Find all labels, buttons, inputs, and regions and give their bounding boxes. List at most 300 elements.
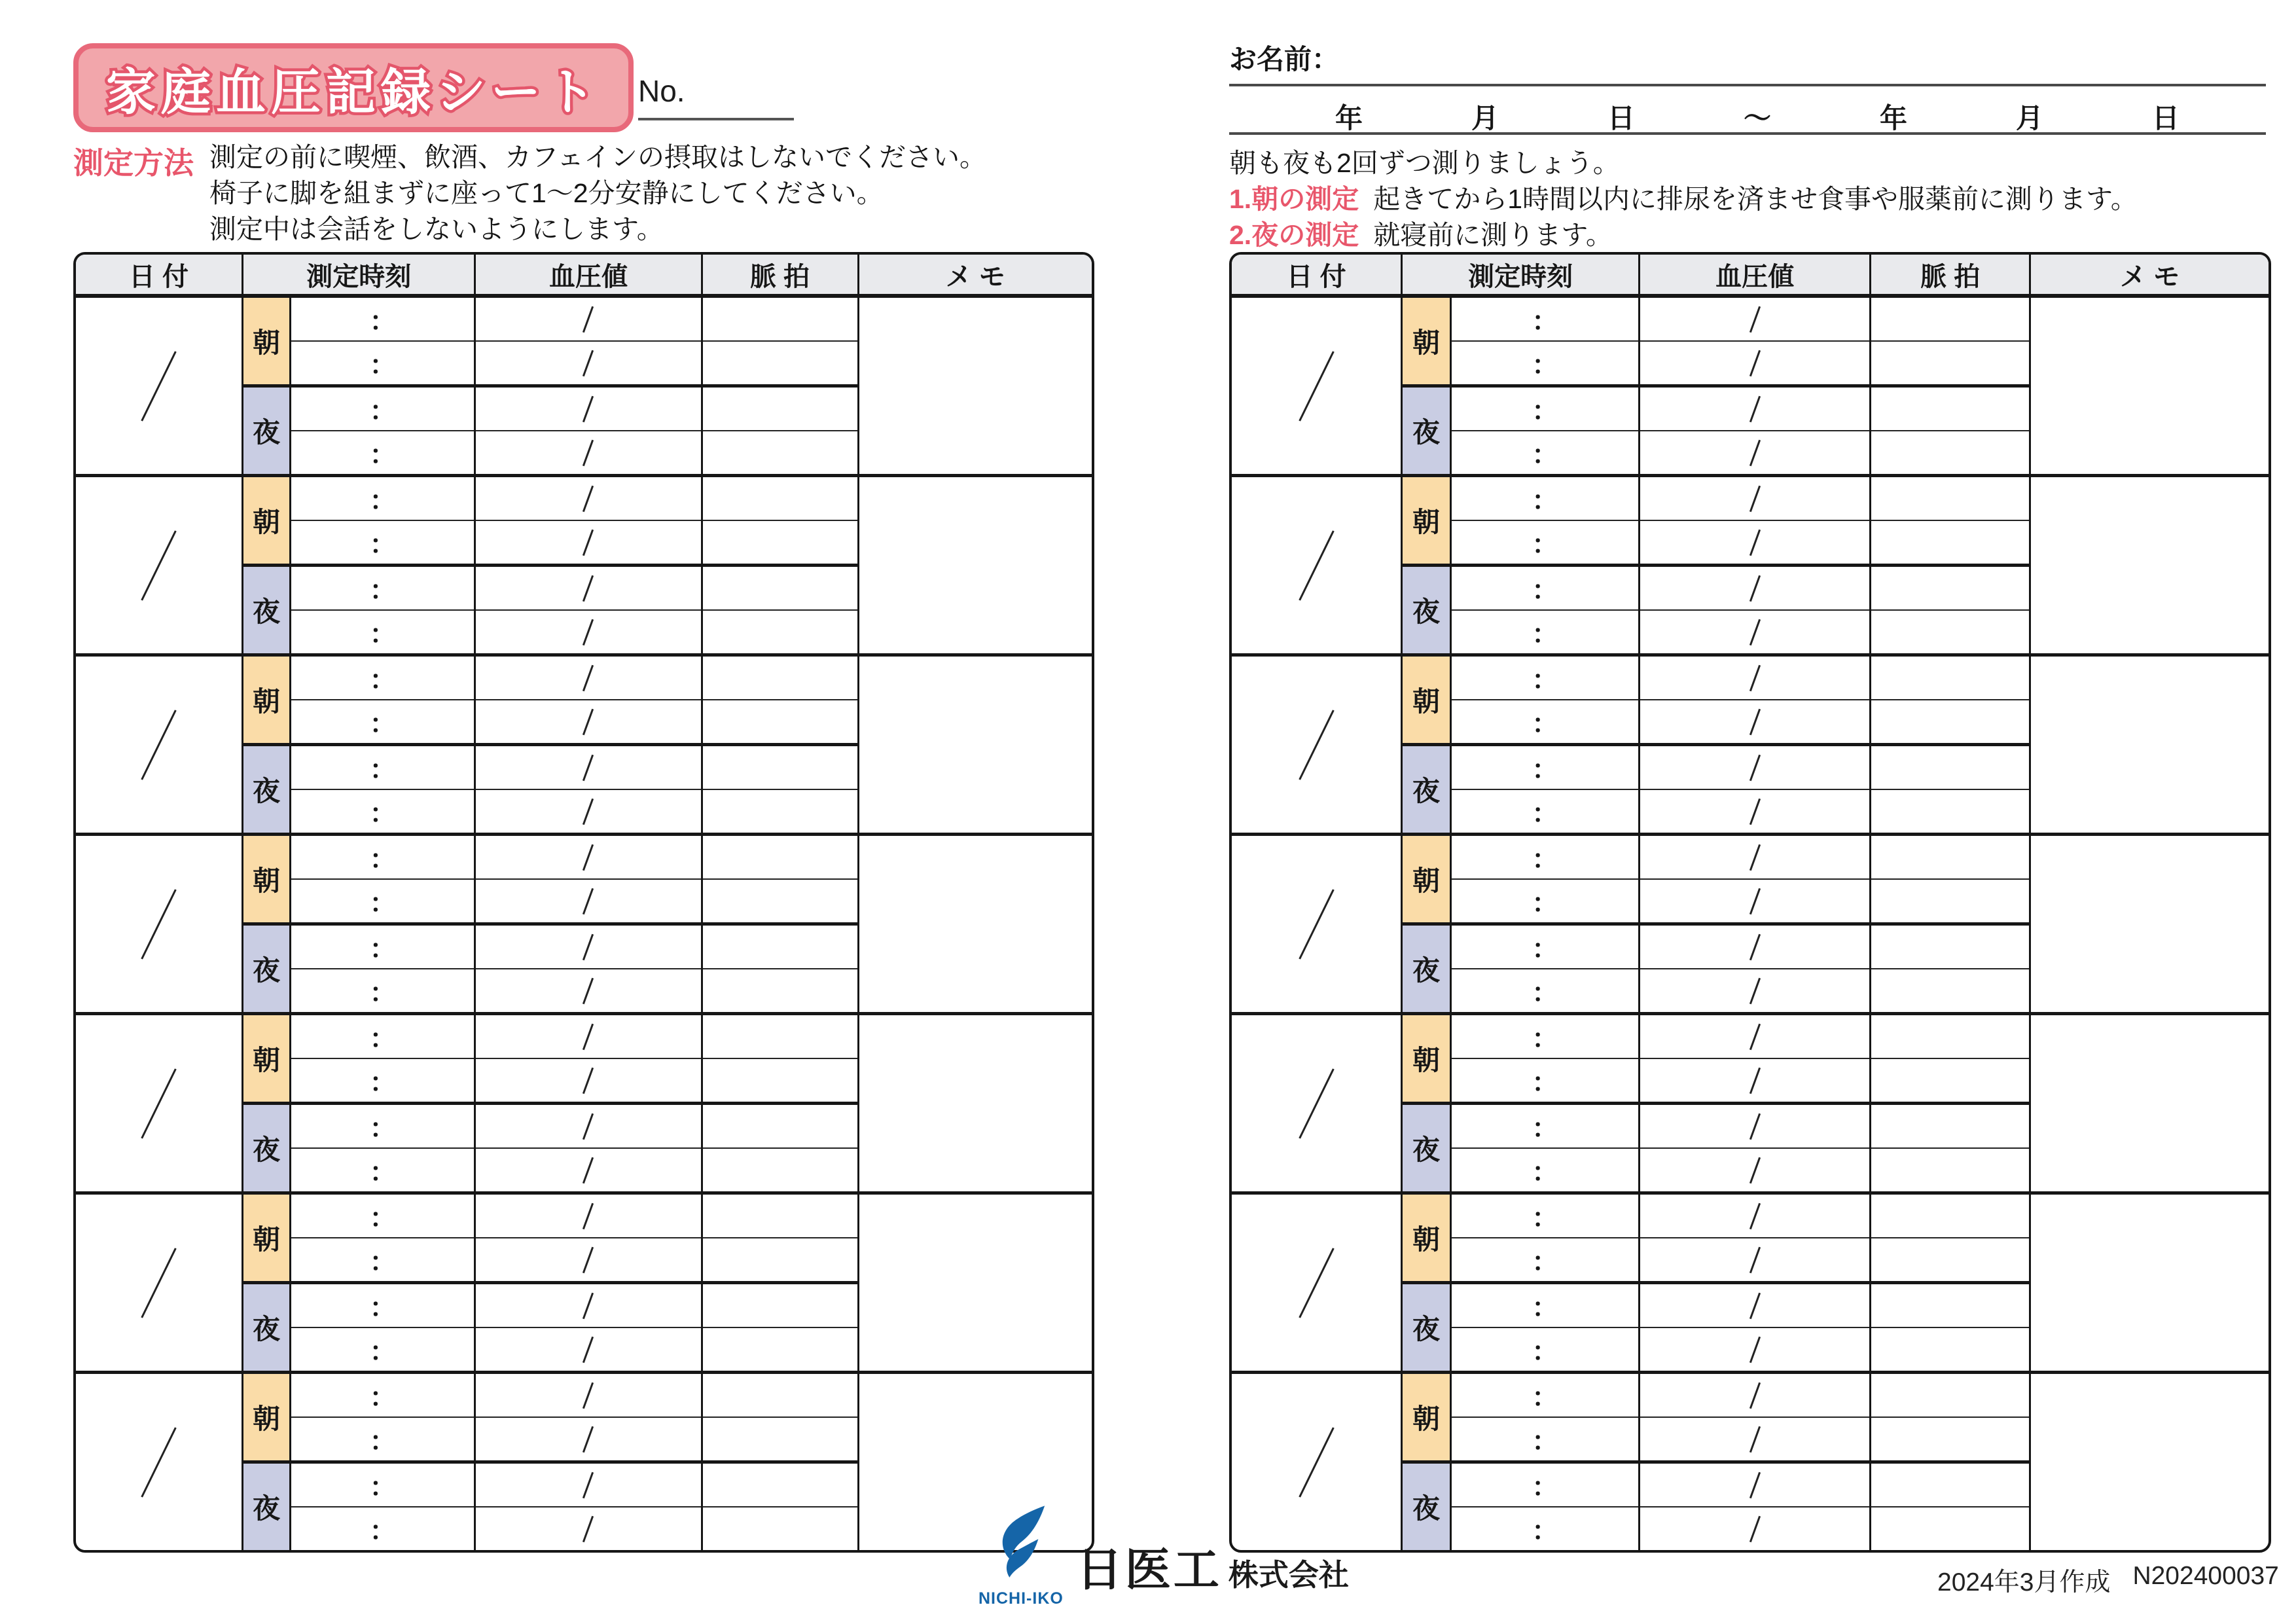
- date-slash-mark: [141, 1068, 176, 1138]
- bp-slash-mark: [583, 1382, 594, 1408]
- bp-slash-mark: [1749, 708, 1761, 734]
- bp-value-cell: [475, 1327, 702, 1373]
- date-slash-mark: [141, 889, 176, 959]
- bp-value-cell: [475, 700, 702, 745]
- date-cell: [76, 835, 243, 1014]
- bp-value-cell: [1639, 655, 1870, 700]
- bp-slash-mark: [583, 1515, 594, 1542]
- bp-slash-mark: [583, 619, 594, 645]
- pulse-cell: [702, 700, 858, 745]
- record-row: [1232, 1193, 2269, 1238]
- pulse-cell: [1871, 1148, 2030, 1193]
- time-cell: ：: [1450, 1058, 1639, 1104]
- bp-value-cell: [1639, 431, 1870, 476]
- bp-value-cell: [1639, 745, 1870, 790]
- bp-slash-mark: [1749, 619, 1761, 645]
- bp-slash-mark: [583, 1157, 594, 1183]
- pulse-cell: [702, 386, 858, 431]
- bp-slash-mark: [1749, 439, 1761, 465]
- time-cell: ：: [290, 386, 475, 431]
- memo-cell: [858, 655, 1092, 835]
- pulse-cell: [1871, 386, 2030, 431]
- time-cell: ：: [290, 835, 475, 880]
- evening-label-cell: 夜: [1402, 745, 1450, 835]
- bp-slash-mark: [1749, 844, 1761, 870]
- evening-label-cell: 夜: [243, 924, 291, 1014]
- bp-record-table-right: [1229, 252, 2271, 1553]
- time-cell: ：: [290, 566, 475, 611]
- date-slash-mark: [1299, 1248, 1334, 1318]
- bp-value-cell: [1639, 700, 1870, 745]
- bp-slash-mark: [1749, 1426, 1761, 1452]
- evening-label-cell: 夜: [243, 745, 291, 835]
- memo-cell: [2030, 835, 2269, 1014]
- bp-table-body: [76, 296, 1092, 1550]
- no-label: No.: [638, 74, 685, 108]
- date-cell: [1232, 296, 1402, 476]
- pulse-cell: [702, 610, 858, 655]
- bp-slash-mark: [583, 933, 594, 960]
- name-write-in-line: [1229, 84, 2266, 86]
- bp-slash-mark: [583, 395, 594, 422]
- pulse-cell: [702, 296, 858, 341]
- bp-value-cell: [475, 969, 702, 1014]
- time-cell: ：: [290, 789, 475, 835]
- pulse-cell: [1871, 969, 2030, 1014]
- pulse-cell: [1871, 476, 2030, 521]
- time-cell: ：: [1450, 789, 1639, 835]
- timing-item-evening-label: 2.夜の測定: [1229, 220, 1359, 250]
- pulse-cell: [1871, 610, 2030, 655]
- col-header-pulse: 脈 拍: [702, 255, 858, 296]
- bp-record-table-left: [73, 252, 1094, 1553]
- date-cell: [1232, 1193, 1402, 1373]
- pulse-cell: [1871, 1507, 2030, 1550]
- time-cell: ：: [1450, 520, 1639, 566]
- date-slash-mark: [141, 710, 176, 780]
- bp-value-cell: [1639, 924, 1870, 969]
- morning-label-cell: 朝: [1402, 655, 1450, 745]
- bp-slash-mark: [1749, 1113, 1761, 1139]
- time-cell: ：: [1450, 745, 1639, 790]
- date-slash-mark: [1299, 889, 1334, 959]
- evening-label-cell: 夜: [1402, 1104, 1450, 1193]
- bp-slash-mark: [583, 708, 594, 734]
- pulse-cell: [1871, 1373, 2030, 1418]
- time-cell: ：: [1450, 386, 1639, 431]
- bp-value-cell: [1639, 1327, 1870, 1373]
- bp-slash-mark: [583, 1426, 594, 1452]
- pulse-cell: [1871, 789, 2030, 835]
- bp-slash-mark: [1749, 1202, 1761, 1229]
- bp-value-cell: [1639, 1238, 1870, 1283]
- record-row: [1232, 1373, 2269, 1418]
- pulse-cell: [1871, 431, 2030, 476]
- bp-value-cell: [475, 1014, 702, 1059]
- bp-value-cell: [1639, 386, 1870, 431]
- bp-value-cell: [1639, 566, 1870, 611]
- date-slash-mark: [1299, 710, 1334, 780]
- pulse-cell: [702, 1014, 858, 1059]
- time-cell: ：: [1450, 1507, 1639, 1550]
- bp-slash-mark: [583, 1202, 594, 1229]
- time-cell: ：: [1450, 1148, 1639, 1193]
- bp-value-cell: [475, 431, 702, 476]
- pulse-cell: [702, 566, 858, 611]
- bp-value-cell: [1639, 969, 1870, 1014]
- pulse-cell: [1871, 700, 2030, 745]
- time-cell: ：: [290, 1104, 475, 1149]
- time-cell: ：: [290, 969, 475, 1014]
- company-name: [1077, 1533, 1349, 1599]
- memo-cell: [858, 476, 1092, 655]
- col-header-bp: 血圧値: [1639, 255, 1870, 296]
- no-write-in-field: [638, 73, 794, 120]
- pulse-cell: [1871, 1462, 2030, 1507]
- time-cell: ：: [290, 1462, 475, 1507]
- morning-label-cell: 朝: [243, 1014, 291, 1104]
- record-row: [76, 835, 1092, 880]
- time-cell: ：: [290, 520, 475, 566]
- pulse-cell: [702, 1283, 858, 1328]
- bp-slash-mark: [583, 798, 594, 824]
- pulse-cell: [702, 476, 858, 521]
- timing-item-morning: [1229, 181, 2138, 217]
- bp-slash-mark: [583, 1246, 594, 1272]
- pulse-cell: [1871, 1238, 2030, 1283]
- memo-cell: [858, 296, 1092, 476]
- morning-label-cell: 朝: [243, 296, 291, 386]
- bp-value-cell: [1639, 1193, 1870, 1238]
- bp-value-cell: [475, 1462, 702, 1507]
- date-range-day-end: 日: [2151, 103, 2179, 134]
- pulse-cell: [702, 1148, 858, 1193]
- time-cell: ：: [290, 431, 475, 476]
- pulse-cell: [702, 1104, 858, 1149]
- bp-slash-mark: [583, 1067, 594, 1093]
- time-cell: ：: [1450, 296, 1639, 341]
- bp-slash-mark: [1749, 933, 1761, 960]
- evening-label-cell: 夜: [1402, 1462, 1450, 1551]
- pulse-cell: [1871, 1058, 2030, 1104]
- bp-value-cell: [475, 1283, 702, 1328]
- bp-slash-mark: [583, 1113, 594, 1139]
- date-slash-mark: [1299, 530, 1334, 600]
- bp-value-cell: [1639, 1373, 1870, 1418]
- bp-value-cell: [1639, 1507, 1870, 1550]
- memo-cell: [2030, 1193, 2269, 1373]
- bp-table-body: [1232, 296, 2269, 1550]
- bp-slash-mark: [583, 439, 594, 465]
- bp-slash-mark: [583, 1292, 594, 1318]
- bp-slash-mark: [1749, 1292, 1761, 1318]
- time-cell: ：: [1450, 1238, 1639, 1283]
- bp-slash-mark: [583, 1023, 594, 1049]
- record-row: [76, 655, 1092, 700]
- company-name-suffix: 株式会社: [1228, 1558, 1349, 1592]
- col-header-time: 測定時刻: [1402, 255, 1640, 296]
- timing-intro: 朝も夜も2回ずつ測りましょう。: [1229, 148, 1620, 178]
- time-cell: ：: [290, 341, 475, 386]
- evening-label-cell: 夜: [1402, 386, 1450, 476]
- bp-slash-mark: [583, 844, 594, 870]
- bp-value-cell: [1639, 1014, 1870, 1059]
- bp-slash-mark: [1749, 1023, 1761, 1049]
- date-cell: [76, 1014, 243, 1193]
- bp-value-cell: [475, 1238, 702, 1283]
- pulse-cell: [702, 1058, 858, 1104]
- evening-label-cell: 夜: [1402, 566, 1450, 655]
- pulse-cell: [702, 1327, 858, 1373]
- pulse-cell: [1871, 520, 2030, 566]
- timing-item-morning-text: 起きてから1時間以内に排尿を済ませ食事や服薬前に測ります。: [1373, 184, 2138, 214]
- evening-label-cell: 夜: [243, 1462, 291, 1551]
- bp-slash-mark: [1749, 1382, 1761, 1408]
- morning-label-cell: 朝: [243, 655, 291, 745]
- time-cell: ：: [1450, 1193, 1639, 1238]
- method-instructions: [209, 139, 986, 247]
- record-row: [1232, 1014, 2269, 1059]
- date-cell: [76, 476, 243, 655]
- record-row: [76, 296, 1092, 341]
- record-row: [1232, 835, 2269, 880]
- bp-slash-mark: [1749, 977, 1761, 1003]
- memo-cell: [2030, 1373, 2269, 1551]
- bp-value-cell: [475, 879, 702, 924]
- time-cell: ：: [290, 476, 475, 521]
- method-line-3: 測定中は会話をしないようにします。: [209, 214, 664, 244]
- bp-value-cell: [1639, 476, 1870, 521]
- bp-value-cell: [475, 341, 702, 386]
- morning-label-cell: 朝: [1402, 1193, 1450, 1283]
- date-slash-mark: [141, 530, 176, 600]
- bp-value-cell: [1639, 1148, 1870, 1193]
- bp-slash-mark: [1749, 1515, 1761, 1542]
- bp-slash-mark: [1749, 754, 1761, 780]
- timing-item-evening-text: 就寝前に測ります。: [1373, 220, 1613, 250]
- date-slash-mark: [141, 351, 176, 421]
- col-header-pulse: 脈 拍: [1871, 255, 2030, 296]
- evening-label-cell: 夜: [1402, 1283, 1450, 1373]
- record-row: [76, 1193, 1092, 1238]
- evening-label-cell: 夜: [1402, 924, 1450, 1014]
- bp-slash-mark: [1749, 888, 1761, 914]
- time-cell: ：: [1450, 431, 1639, 476]
- bp-value-cell: [1639, 789, 1870, 835]
- bp-value-cell: [1639, 1417, 1870, 1462]
- bp-value-cell: [475, 1058, 702, 1104]
- date-slash-mark: [1299, 1068, 1334, 1138]
- bp-slash-mark: [583, 350, 594, 376]
- pulse-cell: [1871, 1193, 2030, 1238]
- bp-value-cell: [1639, 1462, 1870, 1507]
- company-name-jp: 日医工: [1076, 1544, 1222, 1595]
- bp-value-cell: [475, 476, 702, 521]
- bp-slash-mark: [583, 1336, 594, 1362]
- record-row: [76, 1373, 1092, 1418]
- pulse-cell: [702, 1238, 858, 1283]
- bp-value-cell: [475, 1148, 702, 1193]
- bp-slash-mark: [1749, 306, 1761, 332]
- date-range-year-end: 年: [1879, 103, 1907, 134]
- time-cell: ：: [1450, 969, 1639, 1014]
- measurement-method-section: [73, 139, 986, 247]
- morning-label-cell: 朝: [1402, 296, 1450, 386]
- bp-slash-mark: [583, 754, 594, 780]
- time-cell: ：: [1450, 476, 1639, 521]
- bp-table: [1232, 255, 2269, 1550]
- time-cell: ：: [1450, 1373, 1639, 1418]
- memo-cell: [2030, 1014, 2269, 1193]
- logo-mark: [978, 1504, 1064, 1608]
- time-cell: ：: [1450, 835, 1639, 880]
- time-cell: ：: [1450, 1417, 1639, 1462]
- bp-slash-mark: [1749, 1246, 1761, 1272]
- bp-value-cell: [1639, 1058, 1870, 1104]
- time-cell: ：: [290, 1148, 475, 1193]
- pulse-cell: [1871, 879, 2030, 924]
- time-cell: ：: [290, 1058, 475, 1104]
- pulse-cell: [702, 789, 858, 835]
- footer-created-date: 2024年3月作成: [1937, 1568, 2111, 1597]
- company-logo: [978, 1504, 1349, 1608]
- time-cell: ：: [1450, 924, 1639, 969]
- time-cell: ：: [1450, 1327, 1639, 1373]
- pulse-cell: [702, 341, 858, 386]
- bp-slash-mark: [583, 485, 594, 511]
- method-line-1: 測定の前に喫煙、飲酒、カフェインの摂取はしないでください。: [209, 142, 986, 172]
- time-cell: ：: [290, 1283, 475, 1328]
- time-cell: ：: [290, 1238, 475, 1283]
- bp-slash-mark: [1749, 798, 1761, 824]
- memo-cell: [2030, 476, 2269, 655]
- pulse-cell: [702, 1193, 858, 1238]
- title-badge: [73, 43, 634, 132]
- pulse-cell: [1871, 835, 2030, 880]
- date-range-month-end: 月: [2015, 103, 2043, 134]
- bp-slash-mark: [1749, 1067, 1761, 1093]
- time-cell: ：: [290, 924, 475, 969]
- date-cell: [1232, 476, 1402, 655]
- pulse-cell: [702, 1417, 858, 1462]
- time-cell: ：: [290, 700, 475, 745]
- time-cell: ：: [1450, 700, 1639, 745]
- pulse-cell: [1871, 1327, 2030, 1373]
- date-cell: [76, 1373, 243, 1551]
- date-range-tilde: ～: [1743, 103, 1771, 134]
- table-header-row: [1232, 255, 2269, 296]
- pulse-cell: [702, 924, 858, 969]
- bp-value-cell: [475, 1373, 702, 1418]
- bp-slash-mark: [1749, 485, 1761, 511]
- morning-label-cell: 朝: [243, 1373, 291, 1462]
- bp-value-cell: [475, 1507, 702, 1550]
- pulse-cell: [1871, 924, 2030, 969]
- morning-label-cell: 朝: [1402, 835, 1450, 924]
- time-cell: ：: [290, 655, 475, 700]
- memo-cell: [858, 835, 1092, 1014]
- time-cell: ：: [290, 1327, 475, 1373]
- pulse-cell: [1871, 745, 2030, 790]
- bp-value-cell: [475, 520, 702, 566]
- evening-label-cell: 夜: [243, 566, 291, 655]
- date-slash-mark: [1299, 1427, 1334, 1497]
- date-range-day-start: 日: [1607, 103, 1635, 134]
- date-cell: [1232, 835, 1402, 1014]
- morning-label-cell: 朝: [1402, 1014, 1450, 1104]
- memo-cell: [858, 1014, 1092, 1193]
- time-cell: ：: [1450, 879, 1639, 924]
- footer-document-code: N202400037: [2132, 1562, 2279, 1590]
- bp-value-cell: [1639, 879, 1870, 924]
- evening-label-cell: 夜: [243, 386, 291, 476]
- bp-slash-mark: [583, 977, 594, 1003]
- bp-value-cell: [1639, 296, 1870, 341]
- method-label: 測定方法: [73, 146, 194, 180]
- bp-value-cell: [1639, 341, 1870, 386]
- time-cell: ：: [290, 879, 475, 924]
- pulse-cell: [1871, 1104, 2030, 1149]
- morning-label-cell: 朝: [1402, 476, 1450, 566]
- name-label: お名前：: [1229, 44, 1340, 75]
- memo-cell: [858, 1193, 1092, 1373]
- page-title: 家庭血圧記録シート: [106, 64, 601, 120]
- bp-slash-mark: [583, 664, 594, 691]
- time-cell: ：: [290, 1193, 475, 1238]
- pulse-cell: [702, 879, 858, 924]
- morning-label-cell: 朝: [1402, 1373, 1450, 1462]
- time-cell: ：: [1450, 341, 1639, 386]
- date-slash-mark: [141, 1248, 176, 1318]
- pulse-cell: [702, 835, 858, 880]
- col-header-date: 日 付: [1232, 255, 1402, 296]
- time-cell: ：: [1450, 1462, 1639, 1507]
- pulse-cell: [702, 1507, 858, 1550]
- timing-item-evening: [1229, 217, 2138, 253]
- pulse-cell: [702, 520, 858, 566]
- time-cell: ：: [1450, 655, 1639, 700]
- date-range-year-start: 年: [1335, 103, 1363, 134]
- pulse-cell: [702, 745, 858, 790]
- record-row: [76, 1014, 1092, 1059]
- time-cell: ：: [290, 1417, 475, 1462]
- bp-value-cell: [1639, 835, 1870, 880]
- time-cell: ：: [1450, 1014, 1639, 1059]
- date-cell: [76, 1193, 243, 1373]
- bp-table: [76, 255, 1092, 1550]
- bp-slash-mark: [1749, 1336, 1761, 1362]
- record-row: [1232, 655, 2269, 700]
- date-write-in-line: [1229, 132, 2266, 135]
- bp-slash-mark: [583, 306, 594, 332]
- bp-slash-mark: [583, 575, 594, 601]
- bp-value-cell: [475, 655, 702, 700]
- bp-value-cell: [475, 386, 702, 431]
- bp-value-cell: [475, 835, 702, 880]
- bp-value-cell: [475, 1104, 702, 1149]
- bp-slash-mark: [1749, 575, 1761, 601]
- date-cell: [76, 296, 243, 476]
- date-cell: [1232, 655, 1402, 835]
- memo-cell: [2030, 655, 2269, 835]
- time-cell: ：: [290, 610, 475, 655]
- morning-label-cell: 朝: [243, 1193, 291, 1283]
- time-cell: ：: [1450, 566, 1639, 611]
- evening-label-cell: 夜: [243, 1283, 291, 1373]
- col-header-memo: メ モ: [858, 255, 1092, 296]
- date-slash-mark: [1299, 351, 1334, 421]
- date-cell: [76, 655, 243, 835]
